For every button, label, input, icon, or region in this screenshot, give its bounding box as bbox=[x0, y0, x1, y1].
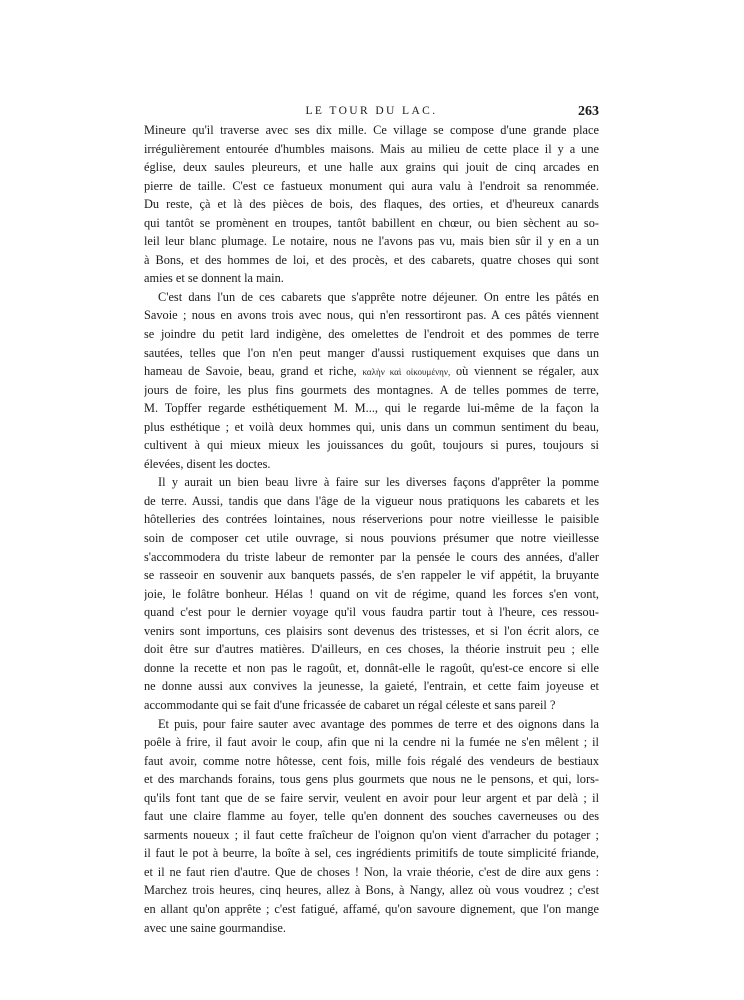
text-line: venirs sont importuns, ces plaisirs sont devenus des tristesses, et si l'on écrit alors, ce bbox=[144, 623, 599, 638]
text-line: en allant qu'on apprête ; c'est fatigué, affamé, qu'on savoure dignement, que l'on mange bbox=[144, 901, 599, 916]
text-line: et il ne faut rien d'autre. Que de choses ! Non, la vraie théorie, c'est de dire aux gens : bbox=[144, 864, 599, 879]
text-line: ne donne aussi aux convives la jeunesse, la gaieté, l'entrain, et cette faim joyeuse et bbox=[144, 679, 599, 694]
text-line: irrégulièrement entourée d'humbles maisons. Mais au milieu de cette place il y a une bbox=[144, 141, 599, 156]
text-line: se rasseoir en souvenir aux banquets passés, de s'en rappeler le vif appétit, la bruyante bbox=[144, 568, 599, 583]
text-line: de terre. Aussi, tandis que dans l'âge de la vigueur nous pratiquons les cabarets et les bbox=[144, 493, 599, 508]
text-line: et des marchands forains, tous gens plus gourmets que nous ne le pensons, et qui, lors- bbox=[144, 772, 599, 787]
paragraph bbox=[144, 715, 599, 938]
page-number: 263 bbox=[578, 104, 599, 119]
text-line: faut une claire flamme au foyer, telle qu'en donnent des souches caverneuses ou des bbox=[144, 809, 599, 824]
text-line: donne la recette et non pas le ragoût, et, donnât-elle le ragoût, qu'est-ce encore si elle bbox=[144, 660, 599, 675]
text-line: sautées, telles que l'on n'en peut manger d'aussi rustiquement exquises que dans un bbox=[144, 345, 599, 360]
text-line: C'est dans l'un de ces cabarets que s'apprête notre déjeuner. On entre les pâtés en bbox=[158, 289, 599, 304]
text-line: jours de foire, les plus fins gourmets des montagnes. A de telles pommes de terre, bbox=[144, 382, 599, 397]
text-line: plus esthétique ; et voilà deux hommes qui, unis dans un commun sentiment du beau, bbox=[144, 419, 599, 434]
text-line: Du reste, çà et là des pièces de bois, des flaques, des orties, et d'heureux canards bbox=[144, 197, 599, 212]
text-line: accommodante qui se fait d'une fricassée de cabaret un régal céleste et sans pareil ? bbox=[144, 697, 556, 712]
text-line: poêle à frire, il faut avoir le coup, afin que ni la cendre ni la fumée ne s'en mêlent ; il bbox=[144, 735, 599, 750]
text-line: église, deux saules pleureurs, et une halle aux grains qui jouit de cinq arcades en bbox=[144, 160, 599, 175]
text-segment: hameau de Savoie, beau, grand et riche, bbox=[144, 364, 357, 379]
text-line: faut avoir, comme notre hôtesse, cent fois, mille fois régalé des vendeurs de bestiaux bbox=[144, 753, 599, 768]
text-line: joie, le folâtre bonheur. Hélas ! quand on vit de régime, quand les forces s'en vont, bbox=[144, 586, 599, 601]
paragraph bbox=[144, 288, 599, 473]
running-head bbox=[144, 104, 599, 122]
text-line: s'accommodera du triste labeur de remonter par la pensée le cours des années, d'aller bbox=[144, 549, 599, 564]
running-title: LE TOUR DU LAC. bbox=[305, 105, 438, 117]
text-line: hôtelleries des contrées lointaines, nous réserverions pour notre vieillesse le paisible bbox=[144, 512, 599, 527]
text-line: sarments noueux ; il faut cette fraîcheur de l'oignon qu'on vient d'arracher du potager ; bbox=[144, 827, 599, 842]
text-line: doit être sur d'autres matières. D'ailleurs, en ces choses, la théorie instruit peu ; elle bbox=[144, 642, 599, 657]
text-line: amies et se donnent la main. bbox=[144, 271, 284, 286]
text-line: quand c'est pour le dernier voyage qu'il vous faudra partir tout à l'heure, ces ressou- bbox=[144, 605, 599, 620]
text-line: il faut le pot à beurre, la boîte à sel, ces ingrédients primitifs de toute simplicité friande, bbox=[144, 846, 599, 861]
text-line: avec une saine gourmandise. bbox=[144, 920, 286, 935]
text-line: Et puis, pour faire sauter avec avantage des pommes de terre et des oignons dans la bbox=[158, 716, 599, 731]
text-line: Savoie ; nous en avons trois avec nous, qui n'en ressortiront pas. A ces pâtés viennent bbox=[144, 308, 599, 323]
text-line: cultivent à qui mieux mieux les jouissances du goût, toujours si pures, toujours si bbox=[144, 438, 599, 453]
text-line-with-greek bbox=[144, 362, 599, 381]
text-line: se joindre du petit lard indigène, des omelettes de l'endroit et des pommes de terre bbox=[144, 327, 599, 342]
body-text bbox=[144, 121, 599, 937]
text-line: pierre de taille. C'est ce fastueux monument qui aura valu à l'endroit sa renommée. bbox=[144, 178, 599, 193]
paragraph bbox=[144, 121, 599, 288]
text-line: Marchez trois heures, cinq heures, allez à Bons, à Nangy, allez où vous voudrez ; c'est bbox=[144, 883, 599, 898]
text-line: Mineure qu'il traverse avec ses dix mille. Ce village se compose d'une grande place bbox=[144, 123, 599, 137]
text-line: soin de composer cet utile ouvrage, si nous pouvions présumer que notre vieillesse bbox=[144, 531, 599, 546]
text-line: leil leur blanc plumage. Le notaire, nous ne l'avons pas vu, mais bien sûr il y en a un bbox=[144, 234, 599, 249]
text-line: qui tantôt se promènent en troupes, tantôt babillent en chœur, ou bien sèchent au so- bbox=[144, 215, 599, 230]
paragraph bbox=[144, 473, 599, 714]
text-segment: où viennent se régaler, aux bbox=[456, 364, 599, 379]
text-line: Il y aurait un bien beau livre à faire sur les diverses façons d'apprêter la pomme bbox=[158, 475, 599, 490]
greek-quotation: καλὴν καὶ οἰκουμένην, bbox=[362, 367, 451, 378]
text-line: M. Topffer regarde esthétiquement M. M..., qui le regarde lui-même de la façon la bbox=[144, 401, 599, 416]
text-line: élevées, disent les doctes. bbox=[144, 456, 271, 471]
text-line: à Bons, et des hommes de loi, et des procès, et des cabarets, quatre choses qui sont bbox=[144, 252, 599, 267]
text-line: qu'ils font tant que de se faire servir, veulent en avoir pour leur argent et par delà ; il bbox=[144, 790, 599, 805]
